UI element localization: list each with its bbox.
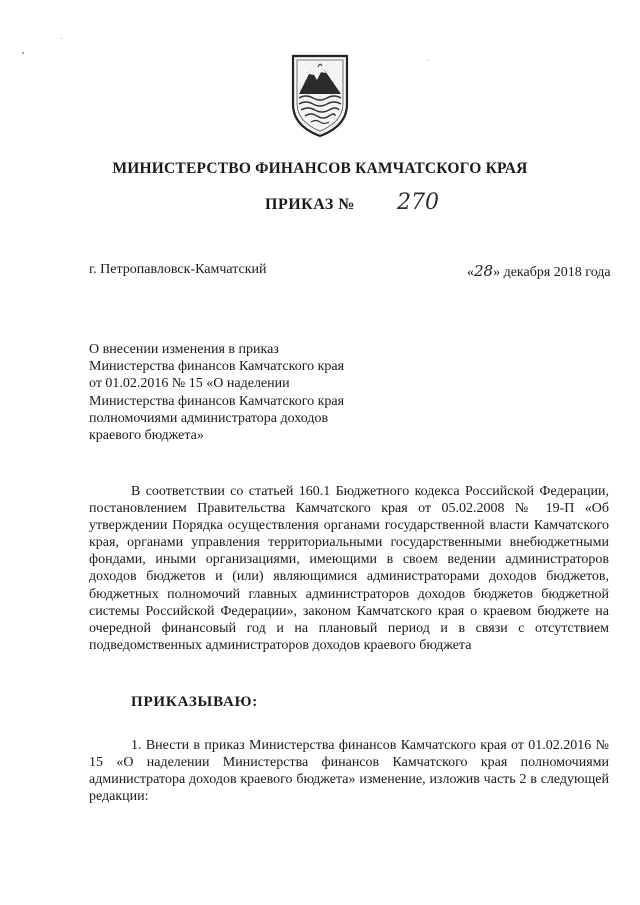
ministry-title: МИНИСТЕРСТВО ФИНАНСОВ КАМЧАТСКОГО КРАЯ bbox=[112, 160, 528, 177]
order-date bbox=[467, 262, 611, 281]
date-quote-close: » bbox=[493, 265, 501, 280]
order-subject: О внесении изменения в приказ Министерства финансов Камчатского края от 01.02.2016 № 15 «О наделении Министерства финансов Камчатского края полномочиями администратора доходов краевого бюджета» bbox=[89, 342, 345, 444]
scan-speck bbox=[61, 38, 62, 39]
order-label: ПРИКАЗ № bbox=[265, 196, 355, 213]
scan-speck bbox=[22, 52, 24, 54]
legal-basis-paragraph: В соответствии со статьей 160.1 Бюджетного кодекса Российской Федерации, постановлением Правительства Камчатского края от 05.02.2008 № 19-П «Об утверждении Порядка осуществления органами государственной власти Камчатского края, органами управления территориальными государственными внебюджетными фондами, иными организациями, имеющими в своем ведении администраторов доходов бюджетов и (или) являющимися администраторами доходов бюджетов, бюджетных полномочий главных администраторов доходов бюджетов бюджетной системы Российской Федерации», законом Камчатского края о краевом бюджете на очередной финансовый год и на плановый период и в связи с отсутствием подведомственных администраторов доходов краевого бюджета bbox=[89, 484, 609, 653]
date-month-year: декабря 2018 года bbox=[500, 265, 611, 280]
decree-heading: ПРИКАЗЫВАЮ: bbox=[131, 694, 259, 710]
order-number-handwritten: 270 bbox=[397, 190, 439, 215]
city: г. Петропавловск-Камчатский bbox=[89, 262, 267, 277]
order-item-1: 1. Внести в приказ Министерства финансов Камчатского края от 01.02.2016 № 15 «О наделении Министерства финансов Камчатского края полномочиями администратора доходов краевого бюджета» изменение, изложив часть 2 в следующей редакции: bbox=[89, 738, 609, 805]
date-quote-open: « bbox=[467, 265, 474, 280]
date-day-handwritten: 28 bbox=[474, 262, 494, 280]
scan-speck bbox=[428, 60, 429, 61]
kamchatka-coat-of-arms-icon bbox=[287, 50, 353, 138]
